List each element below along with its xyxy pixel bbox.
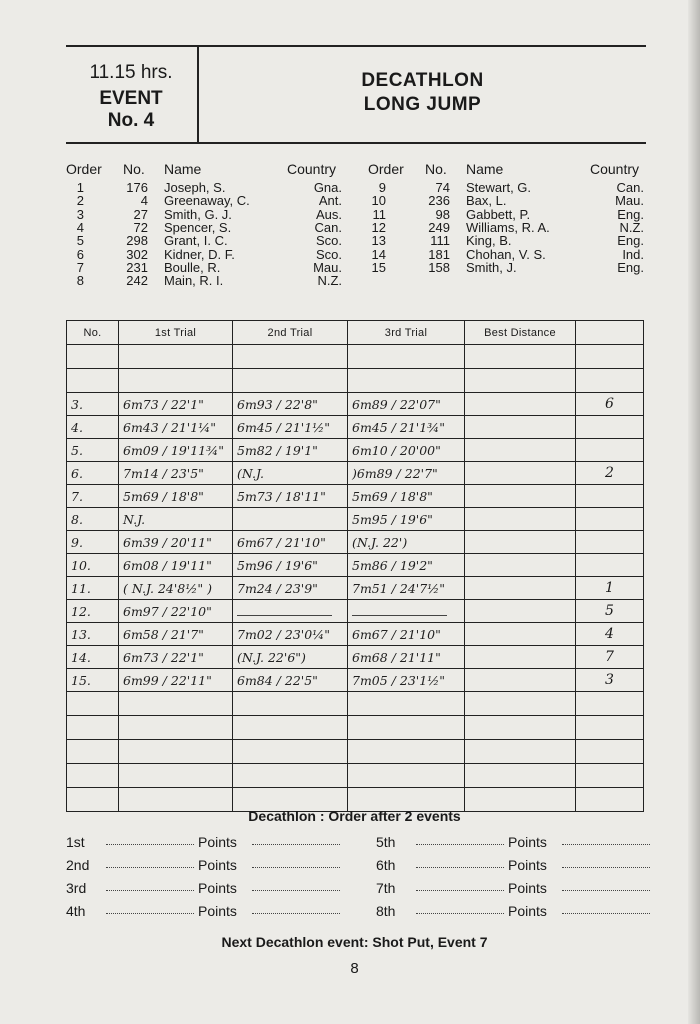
athlete-country: N.Z.: [619, 219, 644, 235]
athlete-order: 14: [371, 246, 386, 262]
athlete-country: Eng.: [617, 206, 644, 222]
result-place: 4: [576, 623, 644, 646]
result-best-distance: [465, 462, 576, 485]
table-row: [67, 623, 644, 646]
order-position: 3rd: [66, 880, 87, 896]
athlete-no: 236: [428, 193, 450, 209]
athlete-order: 3: [76, 206, 84, 222]
points-label: Points: [508, 880, 547, 896]
points-dotted-line: [252, 844, 340, 845]
result-trial-1: 6m08 / 19'11": [119, 554, 233, 577]
athlete-country: Sco.: [315, 233, 342, 249]
order-position: 2nd: [66, 857, 90, 873]
athlete-name: Main, R. I.: [164, 273, 224, 289]
order-position: 8th: [376, 903, 396, 919]
table-cell: [348, 764, 465, 788]
athlete-country: Ind.: [622, 246, 644, 262]
result-no: 6.: [67, 462, 119, 485]
result-trial-2: 7m24 / 23'9": [233, 577, 348, 600]
table-cell: [233, 716, 348, 740]
result-no: 13.: [67, 623, 119, 646]
result-best-distance: [465, 485, 576, 508]
athlete-name: Stewart, G.: [466, 180, 532, 195]
result-no: 3.: [67, 393, 119, 416]
athlete-row: [66, 274, 356, 287]
result-trial-1: 6m73 / 22'1": [119, 393, 233, 416]
table-cell: [67, 369, 119, 393]
athlete-no: 72: [133, 219, 148, 235]
result-no: 10.: [67, 554, 119, 577]
header-trial-3: 3rd Trial: [348, 321, 465, 345]
header-top-rule: [66, 45, 646, 47]
athlete-no: 4: [140, 193, 148, 209]
result-trial-3: 6m68 / 21'11": [348, 646, 465, 669]
athlete-country: Eng.: [617, 259, 644, 275]
table-cell: [348, 369, 465, 393]
col-order: Order: [66, 161, 102, 177]
result-trial-1: 6m73 / 22'1": [119, 646, 233, 669]
result-trial-3: 5m86 / 19'2": [348, 554, 465, 577]
dash-line: [237, 609, 332, 616]
result-place: 2: [576, 462, 644, 485]
result-place: [576, 485, 644, 508]
result-best-distance: [465, 416, 576, 439]
col-country: Country: [590, 161, 640, 177]
table-row-blank: [67, 369, 644, 393]
table-cell: [67, 692, 119, 716]
athlete-no: 231: [126, 259, 148, 275]
name-dotted-line: [106, 890, 194, 891]
points-dotted-line: [252, 913, 340, 914]
result-no: 4.: [67, 416, 119, 439]
result-trial-3: 7m51 / 24'7½": [348, 577, 465, 600]
result-best-distance: [465, 646, 576, 669]
table-cell: [348, 692, 465, 716]
athlete-row: [66, 234, 356, 247]
table-cell: [465, 369, 576, 393]
col-name: Name: [466, 161, 504, 177]
athlete-order: 7: [76, 259, 84, 275]
athlete-name: Greenaway, C.: [164, 193, 250, 209]
table-cell: [233, 740, 348, 764]
points-label: Points: [198, 834, 237, 850]
athlete-name: Smith, J.: [466, 259, 517, 275]
table-cell: [119, 345, 233, 369]
points-dotted-line: [562, 867, 650, 868]
col-order: Order: [368, 161, 404, 177]
result-trial-3: 6m89 / 22'07": [348, 393, 465, 416]
result-trial-2: 5m96 / 19'6": [233, 554, 348, 577]
athlete-order: 4: [76, 219, 84, 235]
header-bottom-rule: [66, 142, 646, 144]
table-row-blank: [67, 692, 644, 716]
athlete-no: 111: [430, 233, 450, 249]
result-trial-2: [233, 508, 348, 531]
table-row: [67, 646, 644, 669]
athlete-no: 302: [126, 246, 148, 262]
result-trial-2: 5m82 / 19'1": [233, 439, 348, 462]
result-trial-2: 6m84 / 22'5": [233, 669, 348, 692]
athlete-no: 242: [126, 273, 148, 289]
athlete-order: 9: [378, 180, 386, 195]
page-title: DECATHLON: [361, 70, 484, 91]
athlete-order: 15: [371, 259, 386, 275]
result-trial-1: 6m99 / 22'11": [119, 669, 233, 692]
athlete-country: N.Z.: [317, 273, 342, 289]
athlete-order: 10: [371, 193, 386, 209]
athlete-row: [66, 208, 356, 221]
athlete-country: Mau.: [313, 259, 342, 275]
col-name: Name: [164, 161, 202, 177]
result-trial-1: N.J.: [119, 508, 233, 531]
athlete-order: 6: [76, 246, 84, 262]
page-number: 8: [350, 960, 359, 977]
result-best-distance: [465, 577, 576, 600]
result-best-distance: [465, 600, 576, 623]
table-row-blank: [67, 716, 644, 740]
table-cell: [576, 692, 644, 716]
table-row: [67, 393, 644, 416]
athlete-name: Joseph, S.: [164, 180, 226, 195]
result-trial-1: 5m69 / 18'8": [119, 485, 233, 508]
table-cell: [233, 345, 348, 369]
result-trial-2: 6m45 / 21'1½": [233, 416, 348, 439]
result-no: 9.: [67, 531, 119, 554]
points-label: Points: [508, 834, 547, 850]
header-trial-2: 2nd Trial: [233, 321, 348, 345]
result-place: 1: [576, 577, 644, 600]
table-cell: [119, 740, 233, 764]
order-position: 7th: [376, 880, 396, 896]
athlete-order: 1: [76, 180, 84, 195]
athlete-country: Can.: [314, 219, 342, 235]
col-no: No.: [123, 161, 145, 177]
athlete-row: [368, 261, 658, 274]
result-no: 12.: [67, 600, 119, 623]
athlete-name: Spencer, S.: [164, 219, 232, 235]
result-place: 5: [576, 600, 644, 623]
dash-line: [352, 609, 447, 616]
table-row: [67, 577, 644, 600]
athlete-no: 298: [126, 233, 148, 249]
result-place: [576, 531, 644, 554]
points-label: Points: [198, 857, 237, 873]
athlete-no: 181: [428, 246, 450, 262]
order-position: 4th: [66, 903, 86, 919]
table-cell: [348, 716, 465, 740]
table-row: [67, 439, 644, 462]
result-place: 3: [576, 669, 644, 692]
table-cell: [576, 764, 644, 788]
result-trial-2: (N.J. 22'6"): [233, 646, 348, 669]
table-row: [67, 600, 644, 623]
result-trial-3: (N.J. 22'): [348, 531, 465, 554]
athlete-country: Ant.: [318, 193, 342, 209]
table-row: [67, 485, 644, 508]
athlete-row: [66, 221, 356, 234]
athlete-name: Bax, L.: [466, 193, 507, 209]
results-table: [66, 320, 644, 812]
result-trial-3: 6m45 / 21'1¾": [348, 416, 465, 439]
athlete-no: 27: [133, 206, 148, 222]
table-cell: [233, 692, 348, 716]
result-trial-1: 6m97 / 22'10": [119, 600, 233, 623]
result-best-distance: [465, 531, 576, 554]
athlete-no: 249: [428, 219, 450, 235]
name-dotted-line: [416, 913, 504, 914]
table-cell: [119, 369, 233, 393]
athlete-name: Williams, R. A.: [466, 219, 550, 235]
name-dotted-line: [106, 867, 194, 868]
athlete-order: 8: [76, 273, 84, 289]
table-cell: [576, 716, 644, 740]
table-cell: [465, 692, 576, 716]
table-cell: [348, 740, 465, 764]
result-trial-2: 7m02 / 23'0¼": [233, 623, 348, 646]
event-number: No. 4: [107, 110, 155, 131]
athlete-order: 12: [371, 219, 386, 235]
result-place: [576, 554, 644, 577]
table-row-blank: [67, 345, 644, 369]
result-best-distance: [465, 623, 576, 646]
table-cell: [233, 369, 348, 393]
athlete-row: [66, 194, 356, 207]
athlete-no: 98: [435, 206, 450, 222]
table-row-blank: [67, 764, 644, 788]
header-best-distance: Best Distance: [465, 321, 576, 345]
result-trial-2: 6m93 / 22'8": [233, 393, 348, 416]
table-row: [67, 416, 644, 439]
next-event: Next Decathlon event: Shot Put, Event 7: [221, 934, 488, 950]
result-best-distance: [465, 393, 576, 416]
points-dotted-line: [562, 844, 650, 845]
header-no: No.: [67, 321, 119, 345]
athlete-order: 5: [76, 233, 84, 249]
result-no: 8.: [67, 508, 119, 531]
result-place: [576, 508, 644, 531]
points-dotted-line: [562, 890, 650, 891]
athlete-country: Aus.: [315, 206, 342, 222]
name-dotted-line: [106, 913, 194, 914]
athlete-no: 74: [435, 180, 450, 195]
athlete-country: Gna.: [313, 180, 342, 195]
col-country: Country: [287, 161, 337, 177]
result-trial-1: 6m43 / 21'1¼": [119, 416, 233, 439]
result-no: 5.: [67, 439, 119, 462]
result-trial-3: )6m89 / 22'7": [348, 462, 465, 485]
table-row-blank: [67, 740, 644, 764]
result-trial-1: 6m58 / 21'7": [119, 623, 233, 646]
table-cell: [233, 764, 348, 788]
result-trial-2: 6m67 / 21'10": [233, 531, 348, 554]
order-position: 6th: [376, 857, 396, 873]
athlete-name: Kidner, D. F.: [164, 246, 235, 262]
result-trial-1: 6m09 / 19'11¾": [119, 439, 233, 462]
table-cell: [67, 716, 119, 740]
table-cell: [576, 369, 644, 393]
result-trial-3: 5m95 / 19'6": [348, 508, 465, 531]
table-cell: [465, 716, 576, 740]
result-no: 11.: [67, 577, 119, 600]
athlete-country: Mau.: [615, 193, 644, 209]
name-dotted-line: [416, 867, 504, 868]
result-best-distance: [465, 554, 576, 577]
athlete-name: Boulle, R.: [164, 259, 221, 275]
page-subtitle: LONG JUMP: [363, 94, 482, 115]
athlete-name: Smith, G. J.: [164, 206, 232, 222]
athlete-row: [66, 248, 356, 261]
col-no: No.: [425, 161, 447, 177]
result-place: [576, 416, 644, 439]
order-position: 5th: [376, 834, 396, 850]
name-dotted-line: [416, 844, 504, 845]
athlete-order: 2: [76, 193, 84, 209]
table-cell: [119, 692, 233, 716]
athlete-row: [368, 208, 658, 221]
result-trial-1: 7m14 / 23'5": [119, 462, 233, 485]
points-label: Points: [198, 903, 237, 919]
results-header-row: [67, 321, 644, 345]
result-best-distance: [465, 669, 576, 692]
athlete-row: [368, 234, 658, 247]
table-cell: [67, 740, 119, 764]
header-place: [576, 321, 644, 345]
athlete-order: 13: [371, 233, 386, 249]
points-label: Points: [198, 880, 237, 896]
athlete-row: [66, 181, 356, 194]
athlete-country: Sco.: [315, 246, 342, 262]
result-no: 14.: [67, 646, 119, 669]
table-cell: [67, 764, 119, 788]
athlete-name: King, B.: [466, 233, 512, 249]
athlete-order: 11: [372, 206, 386, 222]
page-edge-shadow: [688, 0, 700, 1024]
result-trial-1: 6m39 / 20'11": [119, 531, 233, 554]
athlete-country: Eng.: [617, 233, 644, 249]
athlete-row: [368, 248, 658, 261]
result-trial-2: [233, 600, 348, 623]
points-dotted-line: [252, 890, 340, 891]
table-cell: [348, 345, 465, 369]
result-trial-2: (N.J.: [233, 462, 348, 485]
athlete-name: Grant, I. C.: [164, 233, 228, 249]
name-dotted-line: [416, 890, 504, 891]
athlete-row: [368, 181, 658, 194]
athlete-no: 176: [126, 180, 148, 195]
athlete-row: [368, 221, 658, 234]
points-dotted-line: [252, 867, 340, 868]
table-cell: [465, 764, 576, 788]
table-row: [67, 554, 644, 577]
athlete-row: [368, 194, 658, 207]
header-trial-1: 1st Trial: [119, 321, 233, 345]
athlete-name: Chohan, V. S.: [466, 246, 546, 262]
table-cell: [465, 345, 576, 369]
athlete-name: Gabbett, P.: [466, 206, 531, 222]
name-dotted-line: [106, 844, 194, 845]
result-no: 7.: [67, 485, 119, 508]
result-place: 7: [576, 646, 644, 669]
table-cell: [119, 716, 233, 740]
result-no: 15.: [67, 669, 119, 692]
event-label: EVENT: [99, 88, 163, 109]
result-trial-3: 5m69 / 18'8": [348, 485, 465, 508]
result-trial-3: [348, 600, 465, 623]
table-cell: [119, 764, 233, 788]
points-label: Points: [508, 857, 547, 873]
athlete-country: Can.: [616, 180, 644, 195]
result-best-distance: [465, 508, 576, 531]
table-cell: [576, 740, 644, 764]
table-row: [67, 531, 644, 554]
result-place: [576, 439, 644, 462]
result-trial-3: 6m67 / 21'10": [348, 623, 465, 646]
table-cell: [67, 345, 119, 369]
result-place: 6: [576, 393, 644, 416]
table-cell: [465, 740, 576, 764]
points-label: Points: [508, 903, 547, 919]
table-row: [67, 462, 644, 485]
table-row: [67, 669, 644, 692]
result-trial-2: 5m73 / 18'11": [233, 485, 348, 508]
table-row: [67, 508, 644, 531]
result-best-distance: [465, 439, 576, 462]
athlete-no: 158: [428, 259, 450, 275]
result-trial-3: 6m10 / 20'00": [348, 439, 465, 462]
table-cell: [576, 345, 644, 369]
result-trial-1: ( N.J. 24'8½" ): [119, 577, 233, 600]
order-title: Decathlon : Order after 2 events: [248, 808, 461, 824]
athlete-row: [66, 261, 356, 274]
points-dotted-line: [562, 913, 650, 914]
order-position: 1st: [66, 834, 85, 850]
event-time: 11.15 hrs.: [89, 62, 173, 83]
result-trial-3: 7m05 / 23'1½": [348, 669, 465, 692]
